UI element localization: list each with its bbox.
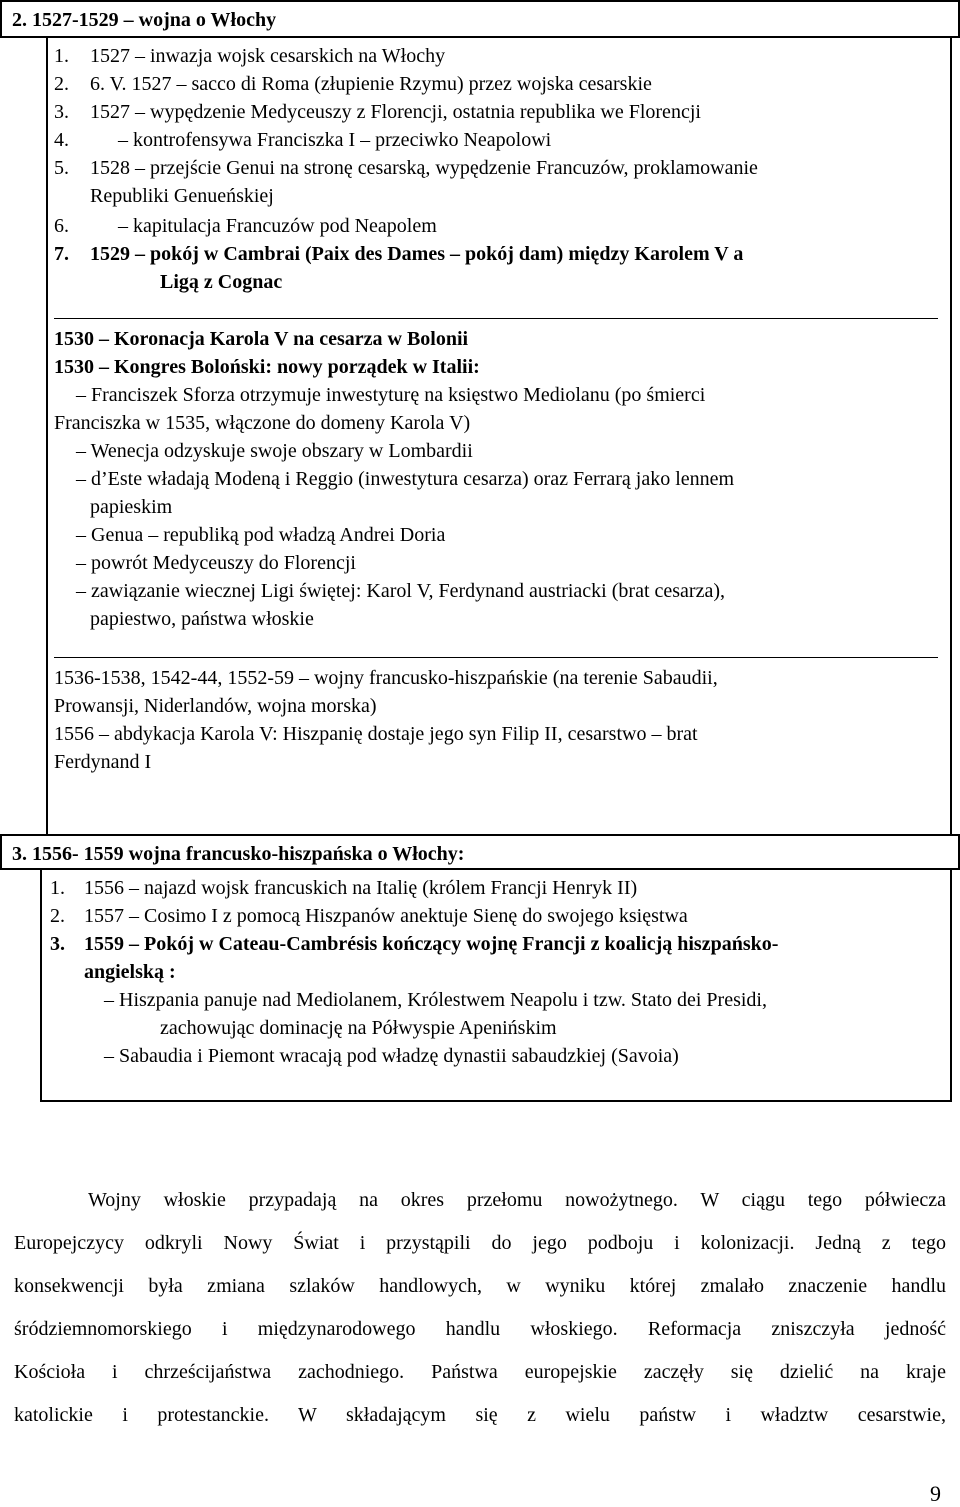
list-number: 7. [54, 243, 69, 265]
list-item: 1529 – pokój w Cambrai (Paix des Dames – pokój dam) między Karolem V a [90, 243, 744, 265]
paragraph-line: Europejczycy odkryli Nowy Świat i przystąpili do jego podboju i kolonizacji. Jedną z tego [14, 1232, 946, 1254]
sub-item-continuation: zachowując dominację na Półwyspie Apenińskim [160, 1017, 557, 1039]
list-item: 1557 – Cosimo I z pomocą Hiszpanów anektuje Sienę do swojego księstwa [84, 905, 688, 927]
section-3-heading: 3. 1556- 1559 wojna francusko-hiszpańska o Włochy: [12, 843, 465, 865]
list-item: 1556 – najazd wojsk francuskich na Italię (królem Francji Henryk II) [84, 877, 638, 899]
list-item: 1527 – wypędzenie Medyceuszy z Florencji, ostatnia republika we Florencji [90, 101, 701, 123]
list-item-continuation: Ligą z Cognac [160, 271, 283, 293]
sub-item: – Hiszpania panuje nad Mediolanem, Królestwem Neapolu i tzw. Stato dei Presidi, [104, 989, 767, 1011]
sub-item: – Sabaudia i Piemont wracają pod władzę dynastii sabaudzkiej (Savoia) [104, 1045, 679, 1067]
list-item: 1527 – inwazja wojsk cesarskich na Włochy [90, 45, 446, 67]
list-number: 1. [50, 877, 65, 899]
list-item: – kontrofensywa Franciszka I – przeciwko Neapolowi [118, 129, 552, 151]
list-number: 1. [54, 45, 69, 67]
separator-rule [54, 657, 938, 658]
bullet-item: – Wenecja odzyskuje swoje obszary w Lombardii [76, 440, 473, 462]
bullet-item: – d’Este władają Modeną i Reggio (inwestytura cesarza) oraz Ferrarą jako lennem [76, 468, 735, 490]
event-line: 1536-1538, 1542-44, 1552-59 – wojny francusko-hiszpańskie (na terenie Sabaudii, [54, 667, 718, 689]
paragraph-line: konsekwencji była zmiana szlaków handlowych, w wyniku której zmalało znaczenie handlu [14, 1275, 946, 1297]
event-line-continuation: Ferdynand I [54, 751, 152, 773]
paragraph-line: Kościoła i chrześcijaństwa zachodniego. Państwa europejskie zaczęły się dzielić na kraje [14, 1361, 946, 1383]
bullet-item: – powrót Medyceuszy do Florencji [76, 552, 356, 574]
paragraph-line: katolickie i protestanckie. W składającym się z wielu państw i władztw cesarstwie, [14, 1404, 946, 1426]
bullet-item-continuation: papieskim [90, 496, 173, 518]
bullet-item: – Franciszek Sforza otrzymuje inwestyturę na księstwo Mediolanu (po śmierci [76, 384, 706, 406]
list-number: 2. [54, 73, 69, 95]
list-item: 1528 – przejście Genui na stronę cesarską, wypędzenie Francuzów, proklamowanie [90, 157, 758, 179]
bullet-item-continuation: papiestwo, państwa włoskie [90, 608, 314, 630]
separator-rule [54, 318, 938, 319]
event-line: 1556 – abdykacja Karola V: Hiszpanię dostaje jego syn Filip II, cesarstwo – brat [54, 723, 698, 745]
bullet-item: – Genua – republiką pod władzą Andrei Doria [76, 524, 446, 546]
event-line: 1530 – Koronacja Karola V na cesarza w Bolonii [54, 328, 469, 350]
section-2-heading: 2. 1527-1529 – wojna o Włochy [12, 9, 277, 31]
list-item-continuation: Republiki Genueńskiej [90, 185, 274, 207]
list-number: 4. [54, 129, 69, 151]
list-number: 2. [50, 905, 65, 927]
list-item: – kapitulacja Francuzów pod Neapolem [118, 215, 437, 237]
list-number: 3. [54, 101, 69, 123]
bullet-item-continuation: Franciszka w 1535, włączone do domeny Karola V) [54, 412, 471, 434]
paragraph-line: śródziemnomorskiego i międzynarodowego handlu włoskiego. Reformacja zniszczyła jedność [14, 1318, 946, 1340]
bullet-item: – zawiązanie wiecznej Ligi świętej: Karol V, Ferdynand austriacki (brat cesarza), [76, 580, 725, 602]
event-line: 1530 – Kongres Boloński: nowy porządek w Italii: [54, 356, 480, 378]
list-number: 5. [54, 157, 69, 179]
list-item-continuation: angielską : [84, 961, 176, 983]
list-number: 6. [54, 215, 69, 237]
list-item: 1559 – Pokój w Cateau-Cambrésis kończący wojnę Francji z koalicją hiszpańsko- [84, 933, 779, 955]
paragraph-line: Wojny włoskie przypadają na okres przełomu nowożytnego. W ciągu tego półwiecza [88, 1189, 946, 1211]
list-number: 3. [50, 933, 65, 955]
event-line-continuation: Prowansji, Niderlandów, wojna morska) [54, 695, 377, 717]
body-paragraph [14, 1179, 946, 1437]
list-item: 6. V. 1527 – sacco di Roma (złupienie Rzymu) przez wojska cesarskie [90, 73, 652, 95]
page-number: 9 [930, 1481, 941, 1506]
